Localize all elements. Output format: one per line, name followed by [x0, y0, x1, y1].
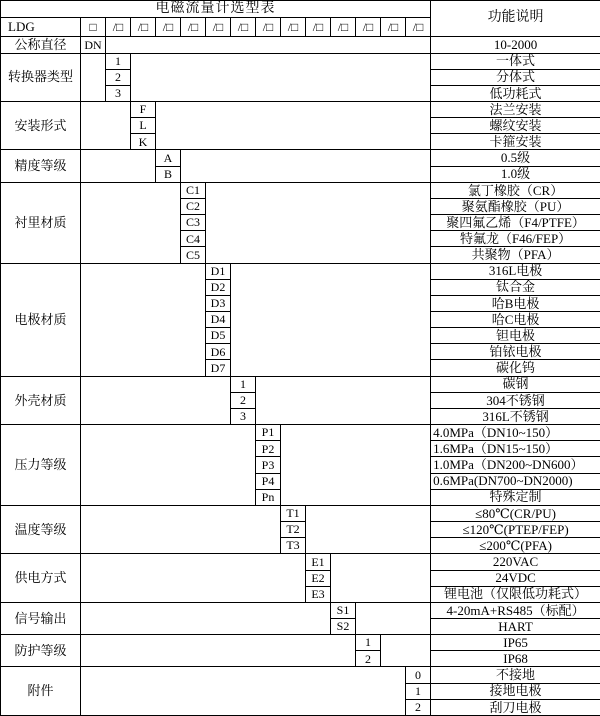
function-column-header: 功能说明 — [431, 1, 600, 37]
category-label: 温度等级 — [1, 505, 81, 553]
desc-cell: 钽电极 — [431, 328, 600, 344]
model-prefix: LDG — [1, 18, 81, 37]
desc-cell: 304不锈钢 — [431, 392, 600, 408]
code-cell: A — [156, 150, 181, 166]
desc-cell: 碳钢 — [431, 376, 600, 392]
spacer-cell — [231, 263, 431, 376]
code-cell: 2 — [106, 69, 131, 85]
code-cell: S1 — [331, 602, 356, 618]
desc-cell: 哈C电极 — [431, 312, 600, 328]
spacer-cell — [81, 602, 331, 634]
code-cell: T1 — [281, 505, 306, 521]
spacer-cell — [156, 101, 431, 149]
category-label: 精度等级 — [1, 150, 81, 182]
desc-cell: ≤80℃(CR/PU) — [431, 505, 600, 521]
table-row — [1, 1, 600, 18]
table-row — [1, 37, 600, 53]
table-row — [1, 182, 600, 198]
model-slot: /□ — [331, 18, 356, 37]
model-slot: /□ — [206, 18, 231, 37]
desc-cell: HART — [431, 618, 600, 634]
code-cell: D7 — [206, 360, 231, 376]
code-cell: C3 — [181, 215, 206, 231]
desc-cell: 316L电极 — [431, 263, 600, 279]
code-cell: D6 — [206, 344, 231, 360]
code-cell: D5 — [206, 328, 231, 344]
spacer-cell — [306, 505, 431, 553]
spacer-cell — [381, 635, 431, 667]
category-label: 压力等级 — [1, 425, 81, 506]
spacer-cell — [81, 53, 106, 101]
category-label: 外壳材质 — [1, 376, 81, 424]
code-cell: D4 — [206, 312, 231, 328]
code-cell: 1 — [356, 635, 381, 651]
table-row — [1, 150, 600, 166]
code-cell: 0 — [406, 667, 431, 683]
spacer-cell — [81, 150, 156, 182]
desc-cell: 不接地 — [431, 667, 600, 683]
model-slot: /□ — [231, 18, 256, 37]
table-row — [1, 376, 600, 392]
desc-cell: 锂电池（仅限低功耗式） — [431, 586, 600, 602]
desc-cell: 钛合金 — [431, 279, 600, 295]
code-cell: T3 — [281, 538, 306, 554]
spacer-cell — [281, 425, 431, 506]
code-cell: 3 — [106, 85, 131, 101]
spacer-cell — [81, 182, 181, 263]
table-row — [1, 505, 600, 521]
code-cell: E2 — [306, 570, 331, 586]
category-label: 附件 — [1, 667, 81, 716]
table-row — [1, 263, 600, 279]
spacer-cell — [356, 602, 431, 634]
category-label: 安装形式 — [1, 101, 81, 149]
code-cell: T2 — [281, 522, 306, 538]
model-slot: /□ — [131, 18, 156, 37]
table-row — [1, 101, 600, 117]
desc-cell: 24VDC — [431, 570, 600, 586]
table-row — [1, 667, 600, 683]
code-cell: 3 — [231, 408, 256, 424]
code-cell: C4 — [181, 231, 206, 247]
spacer-cell — [181, 150, 431, 182]
desc-cell: IP68 — [431, 651, 600, 667]
table-row — [1, 425, 600, 441]
code-cell: C5 — [181, 247, 206, 263]
spacer-cell — [81, 425, 256, 506]
desc-cell: 聚四氟乙烯（F4/PTFE） — [431, 215, 600, 231]
desc-cell: 聚氨酯橡胶（PU） — [431, 198, 600, 214]
code-cell: 1 — [106, 53, 131, 69]
code-cell: P1 — [256, 425, 281, 441]
spacer-cell — [256, 376, 431, 424]
spacer-cell — [81, 635, 356, 667]
desc-cell: 特殊定制 — [431, 489, 600, 505]
model-digit-box: □ — [81, 18, 106, 37]
desc-cell: 4-20mA+RS485（标配） — [431, 602, 600, 618]
desc-cell: 分体式 — [431, 69, 600, 85]
model-slot: /□ — [156, 18, 181, 37]
desc-cell: 接地电极 — [431, 683, 600, 699]
model-slot: /□ — [306, 18, 331, 37]
desc-cell: 一体式 — [431, 53, 600, 69]
desc-cell: 低功耗式 — [431, 85, 600, 101]
desc-cell: 共聚物（PFA） — [431, 247, 600, 263]
code-cell: D2 — [206, 279, 231, 295]
code-cell: F — [131, 101, 156, 117]
spacer-cell — [106, 37, 431, 53]
model-slot: /□ — [381, 18, 406, 37]
table-row — [1, 554, 600, 570]
category-label: 信号输出 — [1, 602, 81, 634]
code-cell: C2 — [181, 198, 206, 214]
desc-cell: 氯丁橡胶（CR） — [431, 182, 600, 198]
table-row — [1, 53, 600, 69]
desc-cell: 0.6MPa(DN700~DN2000) — [431, 473, 600, 489]
code-cell: 1 — [406, 683, 431, 699]
table-row — [1, 602, 600, 618]
desc-cell: 316L不锈钢 — [431, 408, 600, 424]
spacer-cell — [81, 263, 206, 376]
category-label: 供电方式 — [1, 554, 81, 602]
table-title: 电磁流量计选型表 — [1, 1, 431, 18]
code-cell: B — [156, 166, 181, 182]
desc-cell: 4.0MPa（DN10~150） — [431, 425, 600, 441]
code-cell: 2 — [356, 651, 381, 667]
desc-cell: 220VAC — [431, 554, 600, 570]
category-label: 衬里材质 — [1, 182, 81, 263]
spacer-cell — [131, 53, 431, 101]
category-label: 公称直径 — [1, 37, 81, 53]
desc-cell: 特氟龙（F46/FEP） — [431, 231, 600, 247]
table-row — [1, 635, 600, 651]
code-cell: 2 — [406, 699, 431, 715]
model-slot: /□ — [281, 18, 306, 37]
model-slot: /□ — [406, 18, 431, 37]
desc-cell: ≤120℃(PTEP/FEP) — [431, 522, 600, 538]
model-slot: /□ — [256, 18, 281, 37]
category-label: 防护等级 — [1, 635, 81, 667]
desc-cell: 10-2000 — [431, 37, 600, 53]
desc-cell: 法兰安装 — [431, 101, 600, 117]
spacer-cell — [81, 505, 281, 553]
spacer-cell — [81, 101, 131, 149]
code-cell: E3 — [306, 586, 331, 602]
model-slot: /□ — [356, 18, 381, 37]
model-slot: /□ — [106, 18, 131, 37]
code-cell: L — [131, 118, 156, 134]
desc-cell: 铂铱电极 — [431, 344, 600, 360]
code-cell: E1 — [306, 554, 331, 570]
category-label: 转换器类型 — [1, 53, 81, 101]
code-cell: C1 — [181, 182, 206, 198]
code-cell: P4 — [256, 473, 281, 489]
spacer-cell — [331, 554, 431, 602]
code-cell: D1 — [206, 263, 231, 279]
desc-cell: 卡箍安装 — [431, 134, 600, 150]
desc-cell: 螺纹安装 — [431, 118, 600, 134]
code-cell: 2 — [231, 392, 256, 408]
spacer-cell — [81, 376, 231, 424]
spacer-cell — [206, 182, 431, 263]
code-cell: P3 — [256, 457, 281, 473]
desc-cell: 1.6MPa（DN15~150） — [431, 441, 600, 457]
desc-cell: 1.0MPa（DN200~DN600） — [431, 457, 600, 473]
code-cell: 1 — [231, 376, 256, 392]
spacer-cell — [81, 667, 406, 716]
desc-cell: 哈B电极 — [431, 295, 600, 311]
desc-cell: 碳化钨 — [431, 360, 600, 376]
code-cell: S2 — [331, 618, 356, 634]
spacer-cell — [81, 554, 306, 602]
code-cell: DN — [81, 37, 106, 53]
desc-cell: 刮刀电极 — [431, 699, 600, 715]
code-cell: K — [131, 134, 156, 150]
code-cell: D3 — [206, 295, 231, 311]
category-label: 电极材质 — [1, 263, 81, 376]
desc-cell: 0.5级 — [431, 150, 600, 166]
desc-cell: ≤200℃(PFA) — [431, 538, 600, 554]
code-cell: P2 — [256, 441, 281, 457]
model-slot: /□ — [181, 18, 206, 37]
code-cell: Pn — [256, 489, 281, 505]
desc-cell: 1.0级 — [431, 166, 600, 182]
desc-cell: IP65 — [431, 635, 600, 651]
